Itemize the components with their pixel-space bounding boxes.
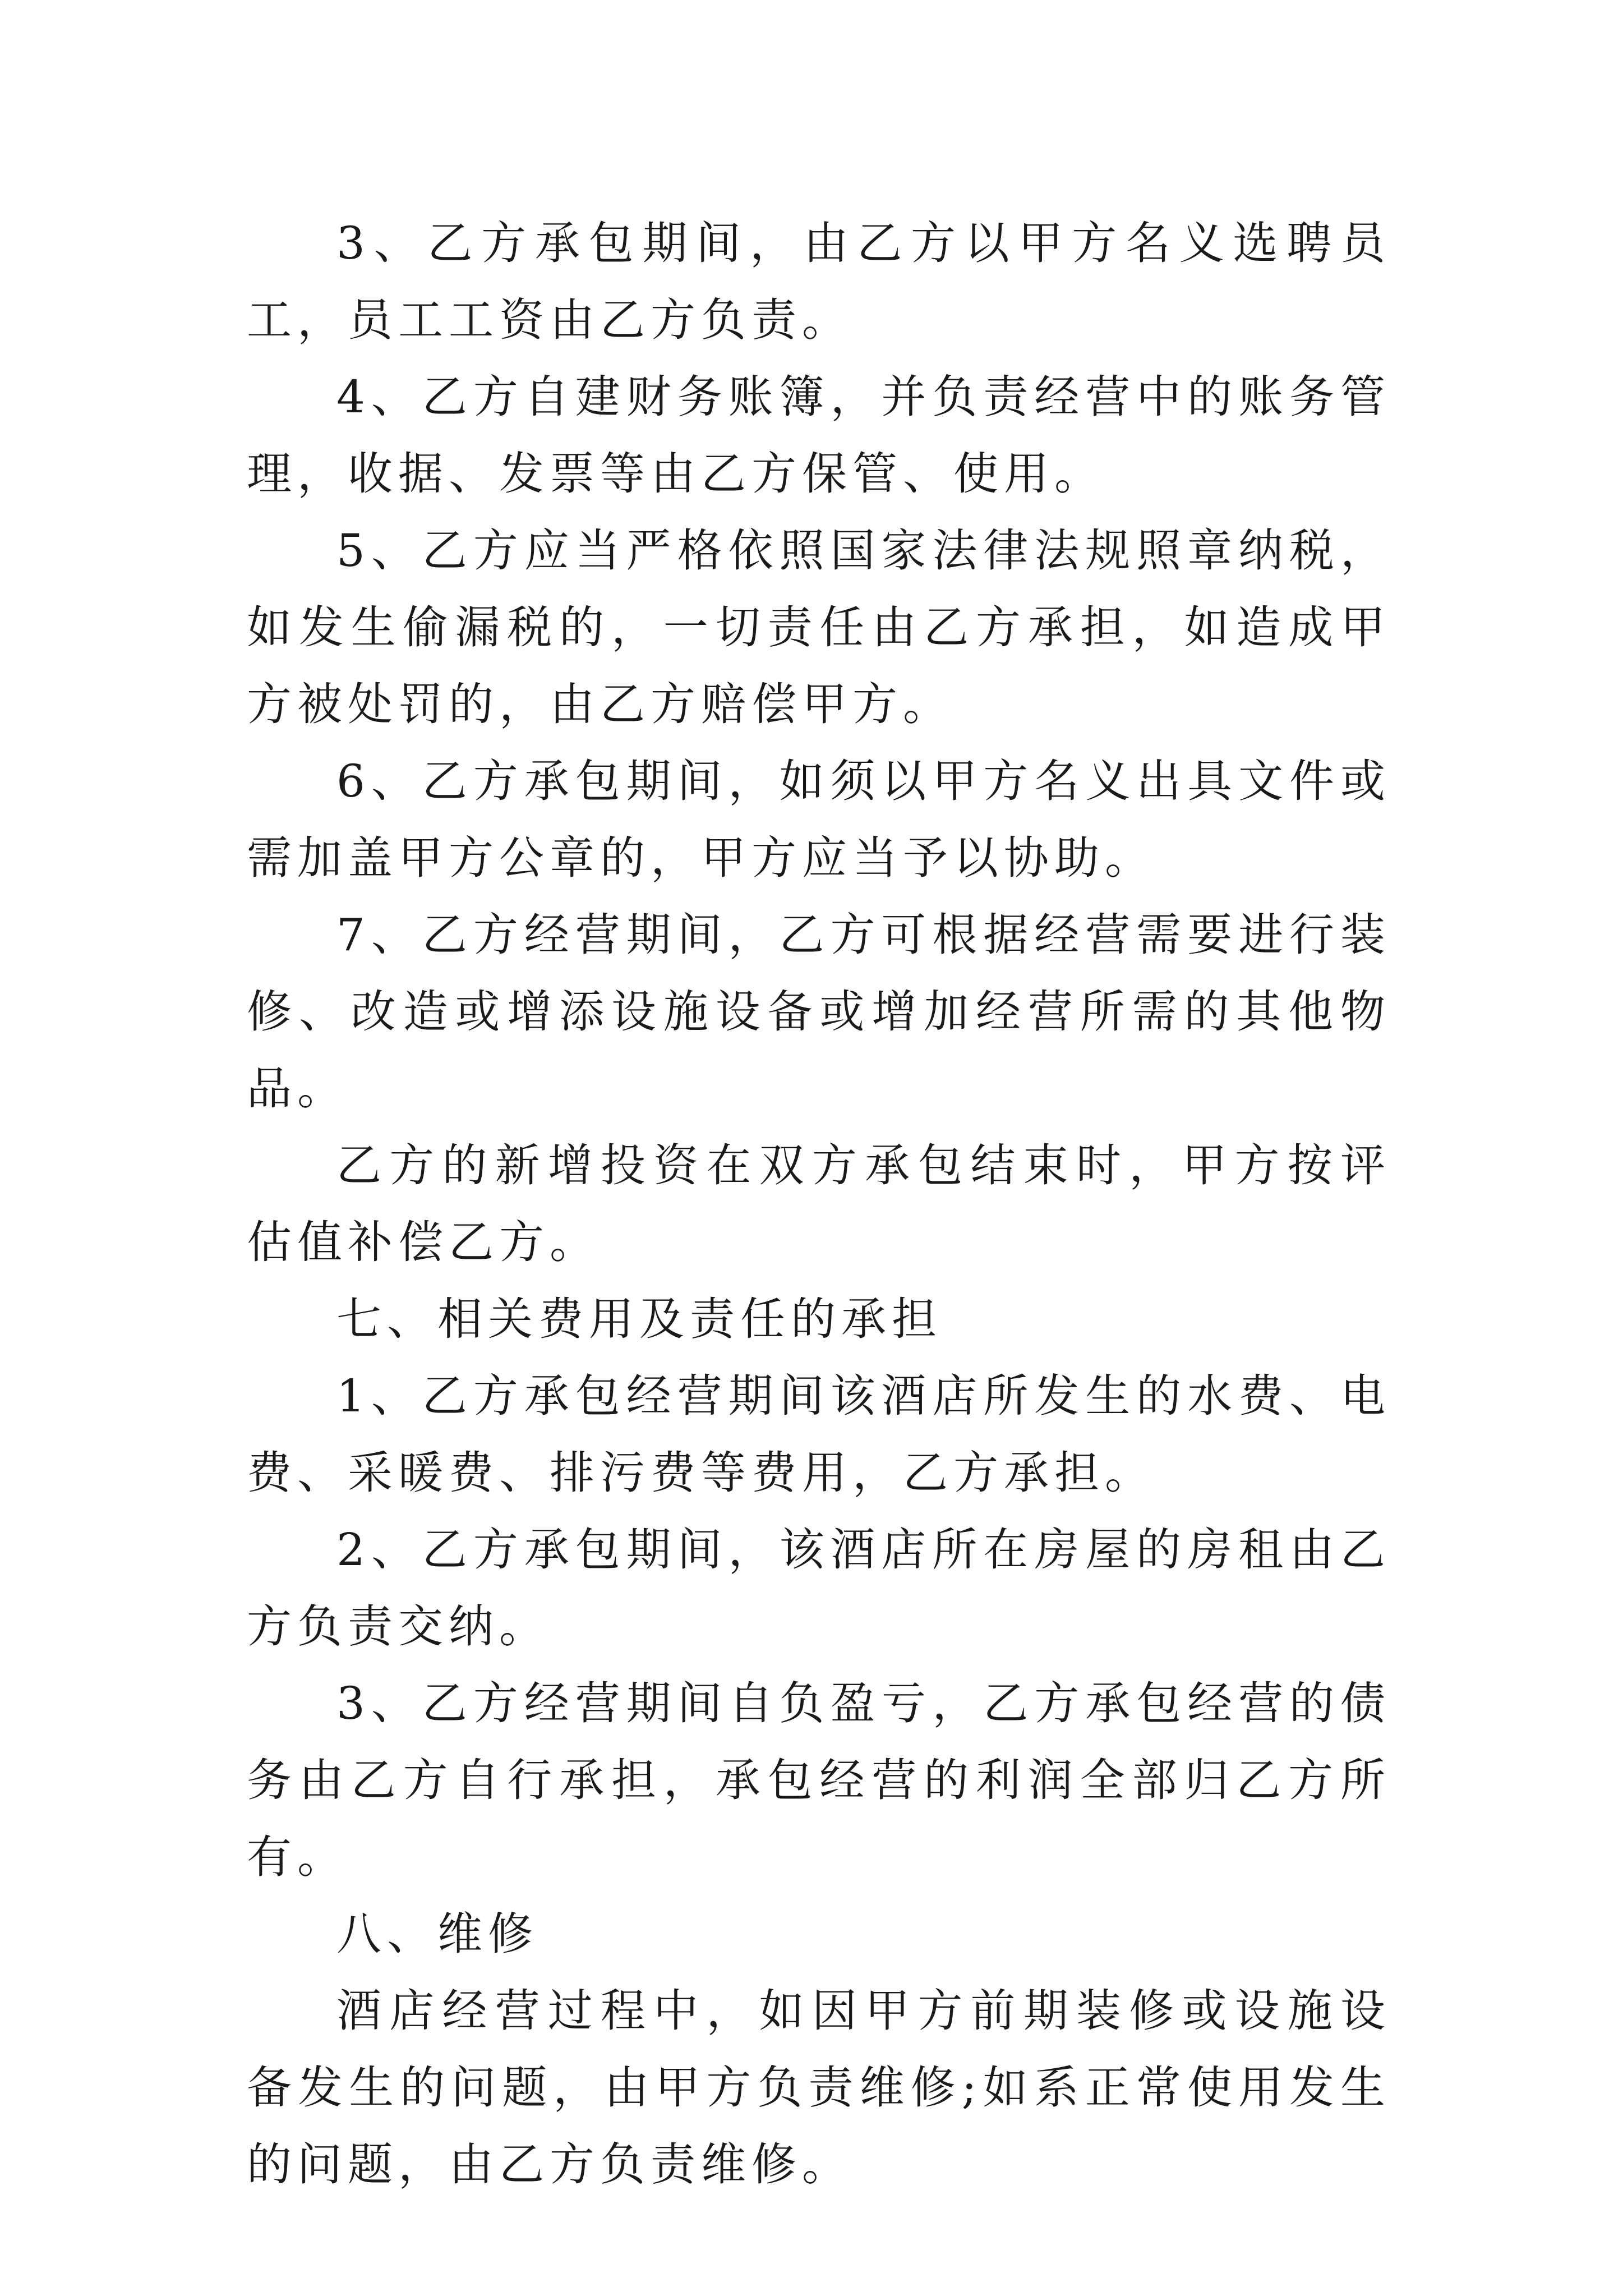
paragraph-clause-5-tax: 5、乙方应当严格依照国家法律法规照章纳税，如发生偷漏税的，一切责任由乙方承担，如造成甲方被处罚的，由乙方赔偿甲方。 — [247, 524, 1391, 730]
paragraph-investment-compensation: 乙方的新增投资在双方承包结束时，甲方按评估值补偿乙方。 — [247, 1139, 1391, 1268]
document-body — [247, 205, 1391, 2203]
paragraph-clause-6-seal: 6、乙方承包期间，如须以甲方名义出具文件或需加盖甲方公章的，甲方应当予以协助。 — [247, 755, 1391, 884]
paragraph-fees-utilities: 1、乙方承包经营期间该酒店所发生的水费、电费、采暖费、排污费等费用，乙方承担。 — [247, 1370, 1391, 1499]
paragraph-clause-3-staff: 3、乙方承包期间，由乙方以甲方名义选聘员工，员工工资由乙方负责。 — [247, 217, 1391, 346]
paragraph-clause-7-renovation: 7、乙方经营期间，乙方可根据经营需要进行装修、改造或增添设施设备或增加经营所需的其他物品。 — [247, 909, 1391, 1115]
section-heading-seven: 七、相关费用及责任的承担 — [336, 1293, 942, 1345]
paragraph-fees-profit-loss: 3、乙方经营期间自负盈亏，乙方承包经营的债务由乙方自行承担，承包经营的利润全部归乙方所有。 — [247, 1677, 1391, 1883]
paragraph-fees-rent: 2、乙方承包期间，该酒店所在房屋的房租由乙方负责交纳。 — [247, 1524, 1391, 1653]
section-heading-eight: 八、维修 — [336, 1908, 538, 1960]
paragraph-clause-4-accounts: 4、乙方自建财务账簿，并负责经营中的账务管理，收据、发票等由乙方保管、使用。 — [247, 371, 1391, 500]
paragraph-maintenance: 酒店经营过程中，如因甲方前期装修或设施设备发生的问题，由甲方负责维修;如系正常使用发生的问题，由乙方负责维修。 — [247, 1985, 1391, 2191]
